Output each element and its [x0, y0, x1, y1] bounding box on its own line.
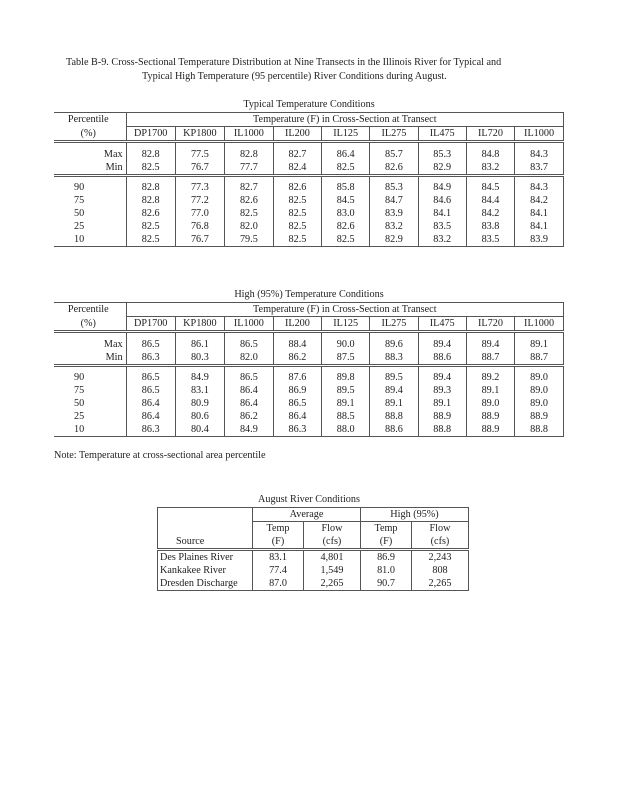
transect-header: IL720	[466, 127, 514, 142]
table-cell: 89.1	[466, 384, 514, 397]
table-cell: 83.2	[466, 161, 514, 176]
table-cell: 82.6	[224, 194, 273, 207]
avg-temp-cell: 83.1	[253, 550, 304, 565]
table-row	[158, 577, 469, 591]
table-cell: 86.3	[126, 423, 175, 437]
high-table-title: High (95%) Temperature Conditions	[234, 289, 384, 300]
transect-header: IL1000	[515, 127, 564, 142]
table-cell: 86.5	[273, 397, 321, 410]
row-label: 50	[54, 207, 126, 220]
table-cell: 86.4	[141, 411, 160, 422]
table-cell: 86.9	[273, 384, 321, 397]
flow-header	[412, 522, 469, 550]
row-label: 75	[54, 194, 126, 207]
table-cell: 88.9	[466, 423, 514, 437]
table-cell: 86.5	[141, 372, 160, 383]
header-row	[54, 127, 564, 142]
table-cell: 82.7	[273, 148, 321, 161]
table-cell: 76.7	[175, 161, 224, 176]
table-cell: 89.4	[370, 384, 418, 397]
table-cell: 88.6	[370, 423, 418, 437]
table-row	[158, 564, 469, 577]
flow-unit: (cfs)	[322, 536, 342, 547]
header-row	[54, 317, 564, 332]
high-temp-cell: 90.7	[361, 577, 412, 591]
table-row	[54, 338, 564, 351]
row-label: 10	[54, 233, 126, 247]
table-cell: 84.2	[515, 194, 564, 207]
table-cell: 77.2	[175, 194, 224, 207]
transect-header: IL125	[322, 127, 370, 142]
typical-table-title: Typical Temperature Conditions	[243, 99, 375, 110]
table-cell: 80.3	[175, 351, 224, 366]
table-cell: 83.9	[370, 207, 418, 220]
river-conditions-title: August River Conditions	[258, 494, 360, 505]
table-row	[54, 371, 564, 384]
flow-label: Flow	[429, 523, 451, 534]
row-label: 10	[54, 423, 126, 437]
table-cell: 76.8	[175, 220, 224, 233]
table-caption	[66, 56, 566, 84]
row-label: 50	[54, 397, 126, 410]
table-cell: 80.6	[175, 410, 224, 423]
transect-header: IL200	[273, 317, 321, 332]
table-cell: 83.1	[175, 384, 224, 397]
table-cell: 82.9	[370, 233, 418, 247]
table-cell: 82.5	[273, 207, 321, 220]
temp-unit: (F)	[379, 536, 393, 547]
high-temp-cell: 81.0	[361, 564, 412, 577]
table-cell: 83.5	[418, 220, 466, 233]
table-cell: 88.7	[466, 351, 514, 366]
table-cell: 80.9	[175, 397, 224, 410]
percentile-header: Percentile	[54, 113, 126, 127]
table-cell: 88.6	[418, 351, 466, 366]
table-cell: 82.5	[322, 161, 370, 176]
row-label: Min	[54, 161, 126, 176]
table-cell: 84.2	[466, 207, 514, 220]
temp-label: Temp	[374, 523, 398, 534]
transect-header: KP1800	[175, 317, 224, 332]
table-cell: 77.0	[175, 207, 224, 220]
transect-header: DP1700	[126, 317, 175, 332]
table-cell: 86.4	[322, 148, 370, 161]
table-cell: 83.5	[466, 233, 514, 247]
table-cell: 89.4	[418, 338, 466, 351]
transect-header: IL475	[418, 317, 466, 332]
table-cell: 82.0	[224, 351, 273, 366]
table-cell: 83.2	[370, 220, 418, 233]
avg-flow-cell: 2,265	[304, 577, 361, 591]
table-cell: 88.8	[418, 423, 466, 437]
table-cell: 89.0	[515, 371, 564, 384]
avg-flow-cell: 1,549	[304, 564, 361, 577]
table-cell: 84.5	[322, 194, 370, 207]
table-cell: 89.0	[515, 384, 564, 397]
temp-header	[361, 522, 412, 550]
row-label: Min	[54, 351, 126, 366]
table-cell: 89.5	[322, 384, 370, 397]
table-cell: 82.5	[126, 161, 175, 176]
source-cell: Dresden Discharge	[158, 577, 253, 591]
table-cell: 84.3	[515, 181, 564, 194]
row-label: Max	[54, 148, 126, 161]
table-cell: 86.5	[141, 385, 160, 396]
column-group-header: Temperature (F) in Cross-Section at Transect	[126, 303, 563, 317]
table-cell: 77.7	[224, 161, 273, 176]
table-cell: 89.4	[466, 338, 514, 351]
avg-temp-cell: 87.0	[253, 577, 304, 591]
row-label: Max	[54, 338, 126, 351]
table-cell: 86.3	[273, 423, 321, 437]
table-row	[54, 397, 564, 410]
table-cell: 82.5	[273, 233, 321, 247]
table-cell: 89.0	[466, 397, 514, 410]
transect-header: IL720	[466, 317, 514, 332]
table-cell: 82.5	[224, 207, 273, 220]
table-cell: 84.9	[418, 181, 466, 194]
table-cell: 86.4	[273, 410, 321, 423]
table-cell: 88.9	[515, 410, 564, 423]
table-cell: 88.9	[418, 410, 466, 423]
transect-header: IL475	[418, 127, 466, 142]
table-cell: 85.3	[418, 148, 466, 161]
table-note: Note: Temperature at cross-sectional area percentile	[54, 450, 266, 461]
table-cell: 87.5	[322, 351, 370, 366]
table-cell: 84.7	[370, 194, 418, 207]
table-cell: 88.4	[273, 338, 321, 351]
table-cell: 82.5	[273, 194, 321, 207]
table-cell: 82.5	[322, 233, 370, 247]
table-cell: 85.3	[370, 181, 418, 194]
high-temp-cell: 86.9	[361, 550, 412, 565]
table-cell: 86.2	[273, 351, 321, 366]
table-row	[54, 181, 564, 194]
source-cell: Kankakee River	[158, 564, 253, 577]
table-cell: 86.5	[141, 338, 160, 350]
table-cell: 88.7	[515, 351, 564, 366]
row-label: 25	[54, 410, 126, 423]
row-label: 25	[54, 220, 126, 233]
high-flow-cell: 2,265	[412, 577, 469, 591]
table-cell: 89.6	[370, 338, 418, 351]
source-header: Source	[158, 522, 253, 550]
table-row	[54, 410, 564, 423]
table-cell: 84.4	[466, 194, 514, 207]
table-row	[54, 351, 564, 366]
table-cell: 77.3	[175, 181, 224, 194]
table-cell: 82.7	[224, 181, 273, 194]
table-cell: 89.8	[322, 371, 370, 384]
table-row	[158, 550, 469, 565]
table-row	[54, 423, 564, 437]
transect-header: IL125	[322, 317, 370, 332]
transect-header: IL275	[370, 127, 418, 142]
table-cell: 88.3	[370, 351, 418, 366]
table-row	[54, 233, 564, 247]
table-cell: 83.7	[515, 161, 564, 176]
table-cell: 82.4	[273, 161, 321, 176]
avg-flow-cell: 4,801	[304, 550, 361, 565]
table-cell: 89.1	[322, 397, 370, 410]
table-cell: 89.5	[370, 371, 418, 384]
blank-header-cell	[158, 508, 253, 522]
source-cell: Des Plaines River	[158, 550, 253, 565]
table-cell: 82.5	[273, 220, 321, 233]
high-temperature-table	[54, 302, 564, 437]
transect-header: IL1000	[224, 317, 273, 332]
table-row	[54, 207, 564, 220]
table-cell: 89.4	[418, 371, 466, 384]
table-cell: 83.8	[466, 220, 514, 233]
transect-header: IL275	[370, 317, 418, 332]
transect-header: KP1800	[175, 127, 224, 142]
header-row	[54, 303, 564, 317]
table-row	[54, 220, 564, 233]
table-cell: 82.0	[224, 220, 273, 233]
table-cell: 79.5	[224, 233, 273, 247]
temp-header	[253, 522, 304, 550]
river-conditions-table	[157, 507, 469, 591]
table-cell: 84.8	[466, 148, 514, 161]
table-cell: 86.4	[141, 398, 160, 409]
flow-label: Flow	[321, 523, 343, 534]
table-cell: 82.8	[141, 195, 160, 206]
high-flow-cell: 2,243	[412, 550, 469, 565]
table-cell: 82.8	[141, 148, 160, 160]
table-row	[54, 384, 564, 397]
table-cell: 82.6	[322, 220, 370, 233]
row-label: 90	[54, 181, 126, 194]
percentile-unit-header: (%)	[54, 317, 126, 332]
table-cell: 84.1	[418, 207, 466, 220]
row-label: 75	[54, 384, 126, 397]
table-cell: 82.6	[273, 181, 321, 194]
table-cell: 80.4	[175, 423, 224, 437]
table-cell: 84.3	[515, 148, 564, 161]
avg-temp-cell: 77.4	[253, 564, 304, 577]
high-group-header: High (95%)	[361, 508, 469, 522]
table-cell: 84.1	[515, 207, 564, 220]
table-cell: 85.8	[322, 181, 370, 194]
flow-header	[304, 522, 361, 550]
row-label: 90	[54, 371, 126, 384]
temp-label: Temp	[266, 523, 290, 534]
header-row	[158, 508, 469, 522]
table-cell: 82.5	[141, 221, 160, 232]
table-cell: 82.6	[141, 208, 160, 219]
table-cell: 82.5	[126, 233, 175, 247]
table-cell: 77.5	[175, 148, 224, 161]
header-row	[54, 113, 564, 127]
table-cell: 76.7	[175, 233, 224, 247]
average-group-header: Average	[253, 508, 361, 522]
table-cell: 84.1	[515, 220, 564, 233]
table-cell: 86.4	[224, 397, 273, 410]
percentile-header: Percentile	[54, 303, 126, 317]
table-cell: 84.9	[224, 423, 273, 437]
table-cell: 87.6	[273, 371, 321, 384]
caption-line-1: Table B-9. Cross-Sectional Temperature Distribution at Nine Transects in the Illinois River for Typical and	[66, 57, 502, 68]
table-cell: 86.2	[224, 410, 273, 423]
table-cell: 85.7	[370, 148, 418, 161]
table-cell: 84.9	[175, 371, 224, 384]
column-group-header: Temperature (F) in Cross-Section at Transect	[126, 113, 563, 127]
table-cell: 82.8	[224, 148, 273, 161]
table-cell: 82.9	[418, 161, 466, 176]
table-cell: 83.2	[418, 233, 466, 247]
temp-unit: (F)	[271, 536, 285, 547]
header-row	[158, 522, 469, 550]
table-cell: 89.1	[515, 338, 564, 351]
table-cell: 89.1	[418, 397, 466, 410]
caption-line-2: Typical High Temperature (95 percentile) River Conditions during August.	[142, 71, 447, 82]
table-cell: 84.6	[418, 194, 466, 207]
table-cell: 83.9	[515, 233, 564, 247]
table-cell: 88.0	[322, 423, 370, 437]
transect-header: DP1700	[126, 127, 175, 142]
table-cell: 89.1	[370, 397, 418, 410]
table-row	[54, 148, 564, 161]
typical-temperature-table	[54, 112, 564, 247]
table-cell: 88.8	[515, 423, 564, 437]
flow-unit: (cfs)	[430, 536, 450, 547]
table-cell: 88.5	[322, 410, 370, 423]
transect-header: IL200	[273, 127, 321, 142]
percentile-unit-header: (%)	[54, 127, 126, 142]
table-cell: 89.0	[515, 397, 564, 410]
table-cell: 86.5	[224, 371, 273, 384]
table-cell: 86.4	[224, 384, 273, 397]
table-cell: 88.9	[466, 410, 514, 423]
table-cell: 82.6	[370, 161, 418, 176]
table-cell: 88.8	[370, 410, 418, 423]
high-flow-cell: 808	[412, 564, 469, 577]
table-cell: 84.5	[466, 181, 514, 194]
transect-header: IL1000	[224, 127, 273, 142]
table-cell: 86.1	[175, 338, 224, 351]
table-cell: 86.5	[224, 338, 273, 351]
table-cell: 83.0	[322, 207, 370, 220]
table-row	[54, 161, 564, 176]
table-cell: 86.3	[126, 351, 175, 366]
table-row	[54, 194, 564, 207]
table-cell: 89.3	[418, 384, 466, 397]
table-cell: 89.2	[466, 371, 514, 384]
table-cell: 82.8	[141, 182, 160, 193]
table-cell: 90.0	[322, 338, 370, 351]
transect-header: IL1000	[515, 317, 564, 332]
